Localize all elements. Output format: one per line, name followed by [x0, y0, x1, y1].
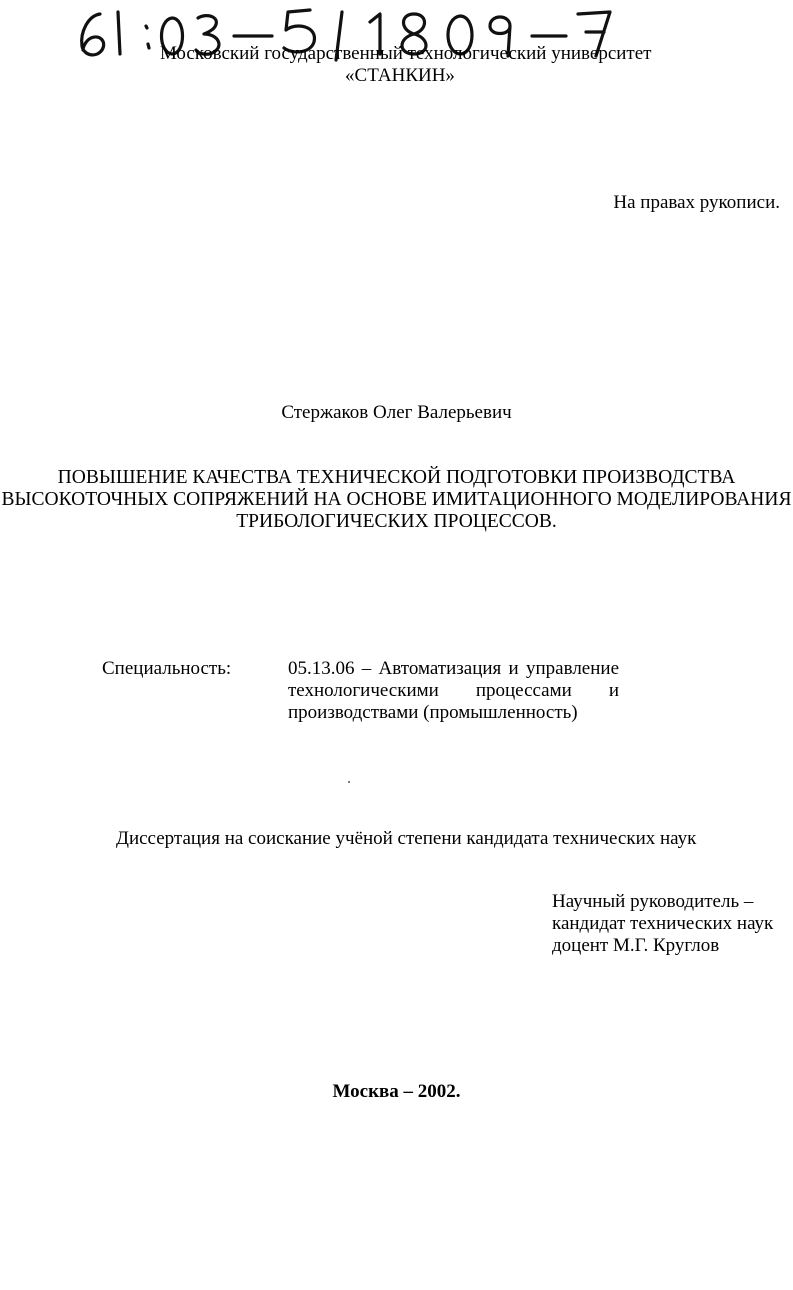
- title-line-2: ВЫСОКОТОЧНЫХ СОПРЯЖЕНИЙ НА ОСНОВЕ ИМИТАЦИОННОГО МОДЕЛИРОВАНИЯ: [1, 489, 792, 510]
- university-name-line: Московский государственный технологический университет: [160, 43, 652, 64]
- supervisor-line-2: кандидат технических наук: [552, 913, 774, 934]
- dissertation-title: [0, 467, 793, 533]
- specialty-line-3: производствами (промышленность): [288, 702, 578, 723]
- university-short-name: «СТАНКИН»: [345, 65, 455, 86]
- dissertation-degree-line: Диссертация на соискание учёной степени кандидата технических наук: [116, 828, 697, 849]
- supervisor-block: [552, 891, 773, 957]
- supervisor-line-1: Научный руководитель –: [552, 891, 754, 912]
- supervisor-line-3: доцент М.Г. Круглов: [552, 935, 720, 956]
- city-year: Москва – 2002.: [332, 1081, 461, 1102]
- title-line-3: ТРИБОЛОГИЧЕСКИХ ПРОЦЕССОВ.: [236, 511, 557, 532]
- specialty-label: Специальность:: [102, 658, 232, 679]
- specialty-description: [288, 658, 619, 724]
- author-name: Стержаков Олег Валерьевич: [281, 402, 512, 423]
- specialty-line-2: технологическими процессами и: [288, 680, 619, 701]
- rights-notice: На правах рукописи.: [613, 192, 780, 213]
- specialty-line-1: 05.13.06 – Автоматизация и управление: [288, 658, 619, 679]
- title-line-1: ПОВЫШЕНИЕ КАЧЕСТВА ТЕХНИЧЕСКОЙ ПОДГОТОВКИ ПРОИЗВОДСТВА: [57, 467, 736, 488]
- scan-speck: [348, 781, 350, 783]
